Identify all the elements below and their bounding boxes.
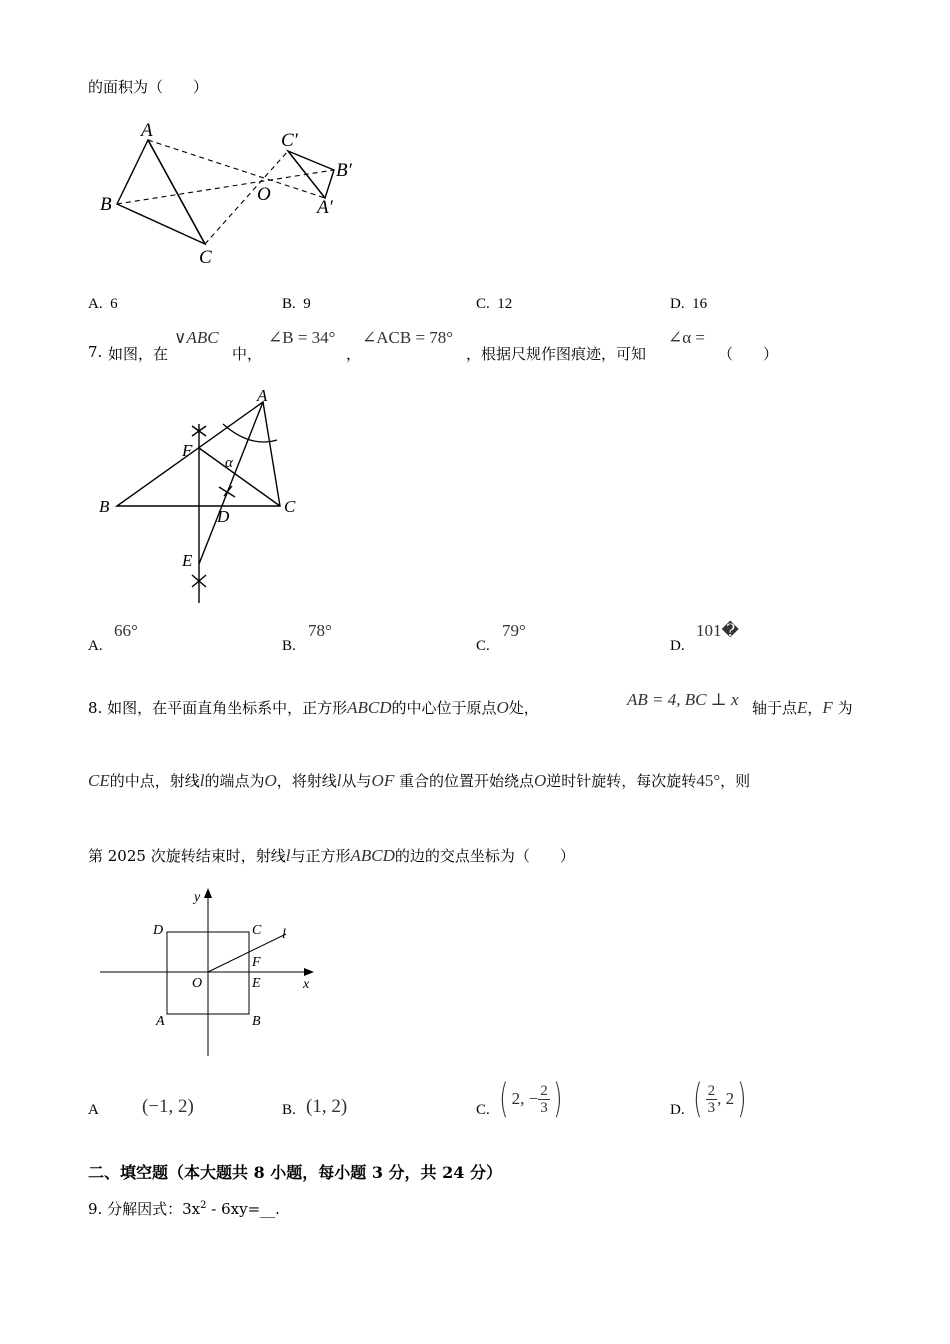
q8-text: 逆时针旋转，每次旋转 — [546, 772, 697, 790]
q6-segment-ac — [148, 140, 205, 244]
q6-label-bp: B′ — [336, 160, 352, 181]
q8-option-a-letter[interactable]: A — [88, 1102, 99, 1118]
q9-number: 9. — [88, 1200, 103, 1218]
q7-option-b-letter[interactable]: B. — [282, 638, 296, 654]
q7-option-a-value: 66° — [114, 621, 138, 640]
q7-paren: （ ） — [718, 345, 779, 363]
q8-f: F — [822, 698, 833, 717]
q7-option-c-letter[interactable]: C. — [476, 638, 490, 654]
q8-y-arrow-icon — [204, 888, 212, 898]
q7-label-a: A — [257, 388, 268, 405]
q8-text: 如图，在平面直角坐标系中，正方形 — [107, 699, 348, 717]
q8-option-b-letter[interactable]: B. — [282, 1102, 296, 1118]
q8-of: OF — [371, 771, 395, 790]
q7-part3: ，根据尺规作图痕迹，可知 — [466, 345, 647, 363]
q8-label-y: y — [194, 890, 201, 905]
q8-figure — [98, 886, 323, 1058]
section-2-title: 二、填空题（本大题共 8 小题，每小题 3 分，共 24 分） — [88, 1163, 502, 1182]
q8-label-d: D — [153, 923, 164, 938]
q8-text: 重合的位置开始绕点 — [399, 772, 535, 790]
q8-option-c-letter[interactable]: C. — [476, 1102, 490, 1118]
q7-angle-b: ∠B = 34° — [268, 328, 336, 347]
q8-label-a: A — [156, 1014, 165, 1029]
option-value: 2, − — [511, 1089, 539, 1108]
q8-text: 的中点，射线 — [109, 772, 200, 790]
q8-option-d-letter[interactable]: D. — [670, 1102, 685, 1118]
q7-triangle: ∨ABC — [174, 328, 219, 347]
q9-text: . — [275, 1200, 280, 1218]
q7-option-a-letter[interactable]: A. — [88, 638, 103, 654]
q6-stem-tail: 的面积为（ ） — [88, 78, 209, 96]
q7-option-d-letter[interactable]: D. — [670, 638, 685, 654]
q8-text: 轴于点 — [752, 699, 798, 717]
option-value: 12 — [497, 296, 513, 312]
q7-comma: ， — [346, 345, 362, 363]
q6-option-b[interactable] — [282, 296, 311, 313]
q7-label-e: E — [182, 551, 193, 570]
q9-stem — [88, 1198, 280, 1219]
fraction — [538, 1083, 550, 1116]
q6-label-ap: A′ — [317, 197, 333, 218]
q8-text: 的端点为 — [204, 772, 265, 790]
q8-o: O — [534, 771, 547, 790]
q8-label-c: C — [252, 923, 262, 938]
q7-label-d: D — [217, 507, 230, 526]
q8-deg45: 45° — [696, 771, 721, 790]
q8-o: O — [496, 698, 509, 717]
option-letter: B. — [282, 296, 296, 312]
option-letter: C. — [476, 296, 490, 312]
option-value: 6 — [110, 296, 118, 312]
q8-x-arrow-icon — [304, 968, 314, 976]
q8-line1-end — [752, 697, 853, 718]
q7-label-c: C — [284, 497, 296, 516]
q6-figure — [95, 118, 375, 268]
q7-angle-acb: ∠ACB = 78° — [362, 328, 454, 347]
q8-line2 — [88, 770, 750, 791]
q8-l: l — [336, 771, 342, 790]
option-letter: A. — [88, 296, 103, 312]
right-paren: ) — [737, 1076, 747, 1122]
q6-label-c: C — [199, 247, 212, 268]
q7-number: 7. — [88, 343, 103, 361]
q8-label-l: l — [282, 927, 286, 942]
q7-label-b: B — [99, 497, 110, 516]
q8-line3 — [88, 845, 575, 866]
q8-text: ，将射线 — [276, 772, 337, 790]
q6-option-c[interactable] — [476, 296, 512, 313]
q8-text: 第 2025 次旋转结束时，射线 — [88, 847, 286, 865]
left-paren: ( — [693, 1076, 703, 1122]
q8-label-b: B — [252, 1014, 261, 1029]
q9-answer-blank[interactable]: __ — [260, 1200, 276, 1218]
option-letter: D. — [670, 296, 685, 312]
q6-label-a: A — [141, 120, 153, 141]
q9-text: 分解因式：3x — [107, 1200, 201, 1218]
q9-superscript: 2 — [200, 1200, 207, 1211]
q8-text: 的边的交点坐标为（ ） — [394, 847, 575, 865]
q7-part2: 中， — [232, 345, 263, 363]
q6-dashed-bbp — [117, 170, 334, 204]
q8-l: l — [199, 771, 205, 790]
q6-option-d[interactable] — [670, 296, 707, 313]
q8-option-c-value — [496, 1074, 565, 1124]
q8-label-o: O — [192, 976, 203, 991]
q7-segment-fc — [199, 448, 280, 506]
q8-o: O — [264, 771, 277, 790]
q8-line1 — [88, 697, 539, 718]
q7-figure — [95, 388, 335, 610]
q8-text: 为 — [837, 699, 853, 717]
option-value: 9 — [303, 296, 311, 312]
q6-label-o: O — [257, 184, 271, 205]
q8-option-b-value: (1, 2) — [306, 1096, 348, 1117]
q7-option-b-value: 78° — [308, 621, 332, 640]
option-value: 1, 2 — [312, 1096, 341, 1117]
option-value: 16 — [692, 296, 708, 312]
q7-label-f: F — [182, 441, 193, 460]
q8-label-x: x — [303, 977, 310, 992]
denominator: 3 — [540, 1099, 548, 1116]
option-value: −1, 2 — [148, 1096, 188, 1117]
q9-text: - 6xy= — [206, 1200, 261, 1218]
q7-option-c-value: 79° — [502, 621, 526, 640]
q6-dashed-ccp — [205, 151, 288, 244]
q8-label-f: F — [252, 955, 261, 970]
q8-label-e: E — [252, 976, 261, 991]
q8-l: l — [285, 846, 291, 865]
numerator: 2 — [707, 1082, 716, 1099]
q7-label-alpha: α — [225, 455, 233, 471]
q7-angle-bisector-ae — [199, 402, 263, 564]
q8-e: E — [797, 698, 808, 717]
q8-text: ，则 — [720, 772, 751, 790]
q8-text: ， — [807, 699, 823, 717]
numerator: 2 — [540, 1082, 548, 1099]
denominator: 3 — [707, 1099, 716, 1116]
q6-label-b: B — [100, 194, 112, 215]
q8-text: 的中心位于原点 — [391, 699, 497, 717]
q7-angle-alpha: ∠α = — [668, 328, 705, 347]
q6-triangle-apbpcp — [288, 151, 334, 198]
left-paren: ( — [499, 1076, 509, 1122]
q8-ab-condition: AB = 4, BC ⊥ x — [627, 690, 739, 709]
q8-text: 从与 — [341, 772, 372, 790]
q8-ce: CE — [88, 771, 110, 790]
fraction — [706, 1083, 718, 1116]
q8-option-a-value: (−1, 2) — [142, 1096, 194, 1117]
q8-abcd: ABCD — [347, 698, 392, 717]
right-paren: ) — [552, 1076, 563, 1122]
q8-option-d-value — [690, 1074, 750, 1124]
q6-label-cp: C′ — [281, 130, 298, 151]
q8-text: 与正方形 — [290, 847, 351, 865]
q7-option-d-value: 101� — [696, 621, 739, 640]
option-value: , 2 — [717, 1089, 735, 1108]
q6-option-a[interactable] — [88, 296, 118, 313]
q8-ray-l — [208, 934, 286, 972]
q8-text: 处， — [508, 699, 539, 717]
q7-part1: 如图，在 — [108, 345, 169, 363]
q8-number: 8. — [88, 699, 103, 717]
q8-abcd: ABCD — [350, 846, 395, 865]
